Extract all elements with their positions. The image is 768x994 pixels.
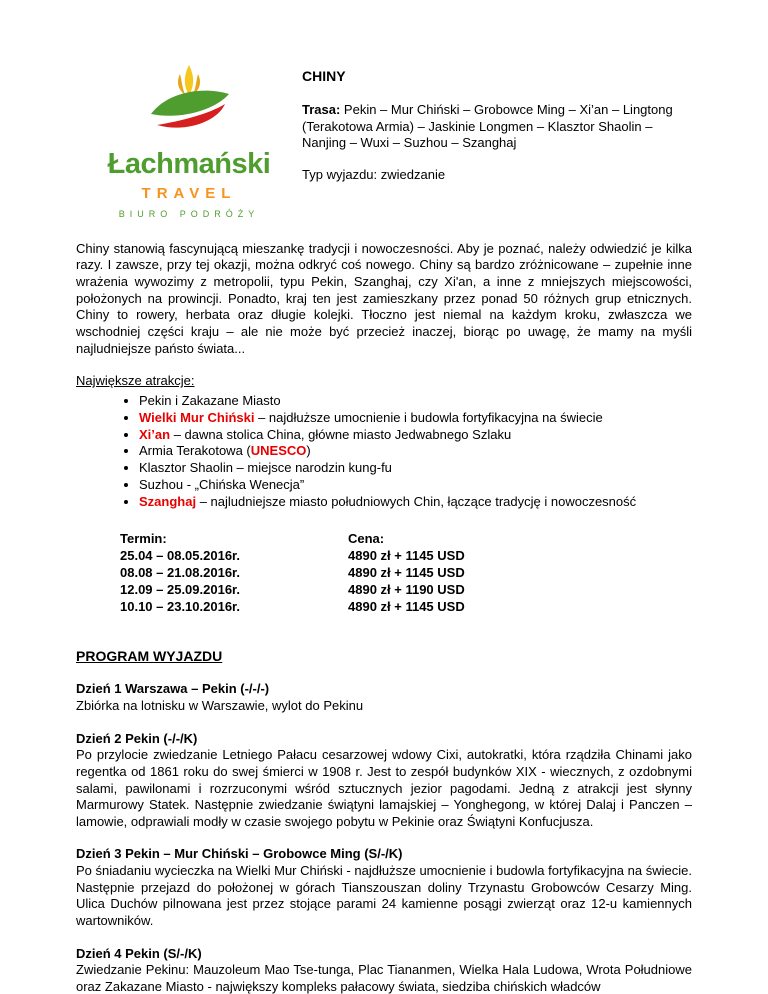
attraction-text: – najdłuższe umocnienie i budowla fortyfikacyjna na świecie (254, 409, 603, 425)
attraction-text: ) (306, 443, 311, 459)
day-title: Dzień 3 Pekin – Mur Chiński – Grobowce Ming (S/-/K) (76, 846, 403, 862)
route-label: Trasa: (302, 101, 341, 117)
attraction-text: – dawna stolica China, główne miasto Jedwabnego Szlaku (170, 426, 512, 442)
attraction-item (139, 410, 692, 427)
termin-cell: 08.08 – 21.08.2016r. (120, 564, 241, 580)
termin-cell: 10.10 – 23.10.2016r. (120, 598, 241, 614)
termin-cell: 25.04 – 08.05.2016r. (120, 547, 241, 563)
attraction-item (139, 393, 692, 410)
attraction-highlight: Xi’an (139, 426, 171, 442)
program-heading: PROGRAM WYJAZDU (76, 647, 223, 664)
attraction-item (139, 460, 692, 477)
day-body: Zbiórka na lotnisku w Warszawie, wylot do Pekinu (76, 698, 364, 714)
page-title: CHINY (302, 68, 346, 84)
day-body: Po przylocie zwiedzanie Letniego Pałacu cesarzowej wdowy Cixi, autokratki, która rządziła Chinami jako regentka od 1861 roku do swej śmierci w 1908 r. Jest to zespół budynków XIX - wiecznych, z ozdobnymi salami, pawilonami i rozrzuconymi wśród sztucznych jezior pagodami. Jedną z atrakcji jest słynny Marmurowy Statek. Następnie zwiedzanie świątyni lamajskiej – Yonghegong, w której Dalaj i Panczen – lamowie, odprawiali modły w czasie swojego pobytu w Pekinie oraz Świątyni Konfucjusza. (76, 747, 692, 829)
day-body: Zwiedzanie Pekinu: Mauzoleum Mao Tse-tunga, Plac Tiananmen, Wielka Hala Ludowa, Wrota Południowe oraz Zakazane Miasto - największy kompleks pałacowy świata, siedziba chińskich władców (76, 962, 692, 994)
day-section (76, 731, 692, 831)
price-table (120, 531, 692, 615)
day-section (76, 946, 692, 994)
day-body: Po śniadaniu wycieczka na Wielki Mur Chiński - najdłuższe umocnienie i budowla fortyfikacyjna na świecie. Następnie przejazd do położonej w górach Tianszouszan doliny Trzynastu Grobowców Cesarzy Ming. Ulica Duchów pilnowana jest przez stojące parami 24 kamienne posągi zwierząt oraz 12-u kamiennych wartowników. (76, 863, 692, 928)
attraction-text: Armia Terakotowa ( (139, 443, 251, 459)
cena-cell: 4890 zł + 1145 USD (348, 547, 465, 563)
cena-cell: 4890 zł + 1145 USD (348, 598, 465, 614)
attractions-list (76, 393, 692, 511)
cena-cell: 4890 zł + 1190 USD (348, 581, 465, 597)
route-paragraph (302, 102, 692, 152)
route-text: Pekin – Mur Chiński – Grobowce Ming – Xi’an – Lingtong (Terakotowa Armia) – Jaskinie Longmen – Klasztor Shaolin – Nanjing – Wuxi – Suzhou – Szanghaj (302, 101, 673, 151)
attraction-item (139, 443, 692, 460)
attraction-item (139, 477, 692, 494)
attraction-highlight: UNESCO (250, 443, 307, 459)
attraction-highlight: Wielki Mur Chiński (139, 409, 255, 425)
trip-type: Typ wyjazdu: zwiedzanie (302, 166, 446, 182)
logo-travel: TRAVEL (141, 185, 237, 203)
logo (76, 62, 302, 221)
attraction-item (139, 494, 692, 511)
attraction-text: Pekin i Zakazane Miasto (139, 392, 281, 408)
day-title: Dzień 4 Pekin (S/-/K) (76, 945, 202, 961)
document-header (76, 62, 692, 221)
intro-paragraph: Chiny stanowią fascynującą mieszankę tradycji i nowoczesności. Aby je poznać, należy odwiedzić je kilka razy. I zawsze, przy tej okazji, można odkryć coś nowego. Chiny są bardzo zróżnicowane – zupełnie inne wrażenia wywozimy z metropolii, typu Pekin, Szanghaj, czy Xi'an, a inne z mniejszych miejscowości, położonych na prowincji. Ponadto, kraj ten jest zamieszkany przez ponad 50 różnych grup etnicznych. Chiny to rowery, herbata oraz długie kolejki. Tłoczno jest niemal na każdym kroku, zwłaszcza we wschodniej części kraju – ale nie może być przecież inaczej, biorąc po uwagę, że mamy na myśli najludniejsze państo świata... (76, 240, 692, 356)
cena-column-header: Cena: (348, 531, 385, 547)
termin-cell: 12.09 – 25.09.2016r. (120, 581, 241, 597)
trip-summary (302, 62, 692, 221)
attraction-highlight: Szanghaj (139, 494, 197, 510)
day-title: Dzień 2 Pekin (-/-/K) (76, 730, 198, 746)
attractions-heading: Największe atrakcje: (76, 373, 195, 389)
cena-cell: 4890 zł + 1145 USD (348, 564, 465, 580)
attraction-text: Klasztor Shaolin – miejsce narodzin kung-fu (139, 460, 392, 476)
logo-name: Łachmański (107, 148, 271, 180)
logo-tagline: BIURO PODRÓŻY (118, 209, 260, 220)
day-section (76, 846, 692, 929)
attraction-text: Suzhou - „Chińska Wenecja” (139, 477, 305, 493)
attraction-text: – najludniejsze miasto południowych Chin, łączące tradycję i nowoczesność (196, 494, 637, 510)
sailboat-logo-icon (141, 64, 237, 144)
attraction-item (139, 427, 692, 444)
day-section (76, 681, 692, 714)
termin-column-header: Termin: (120, 531, 167, 547)
day-title: Dzień 1 Warszawa – Pekin (-/-/-) (76, 681, 270, 697)
